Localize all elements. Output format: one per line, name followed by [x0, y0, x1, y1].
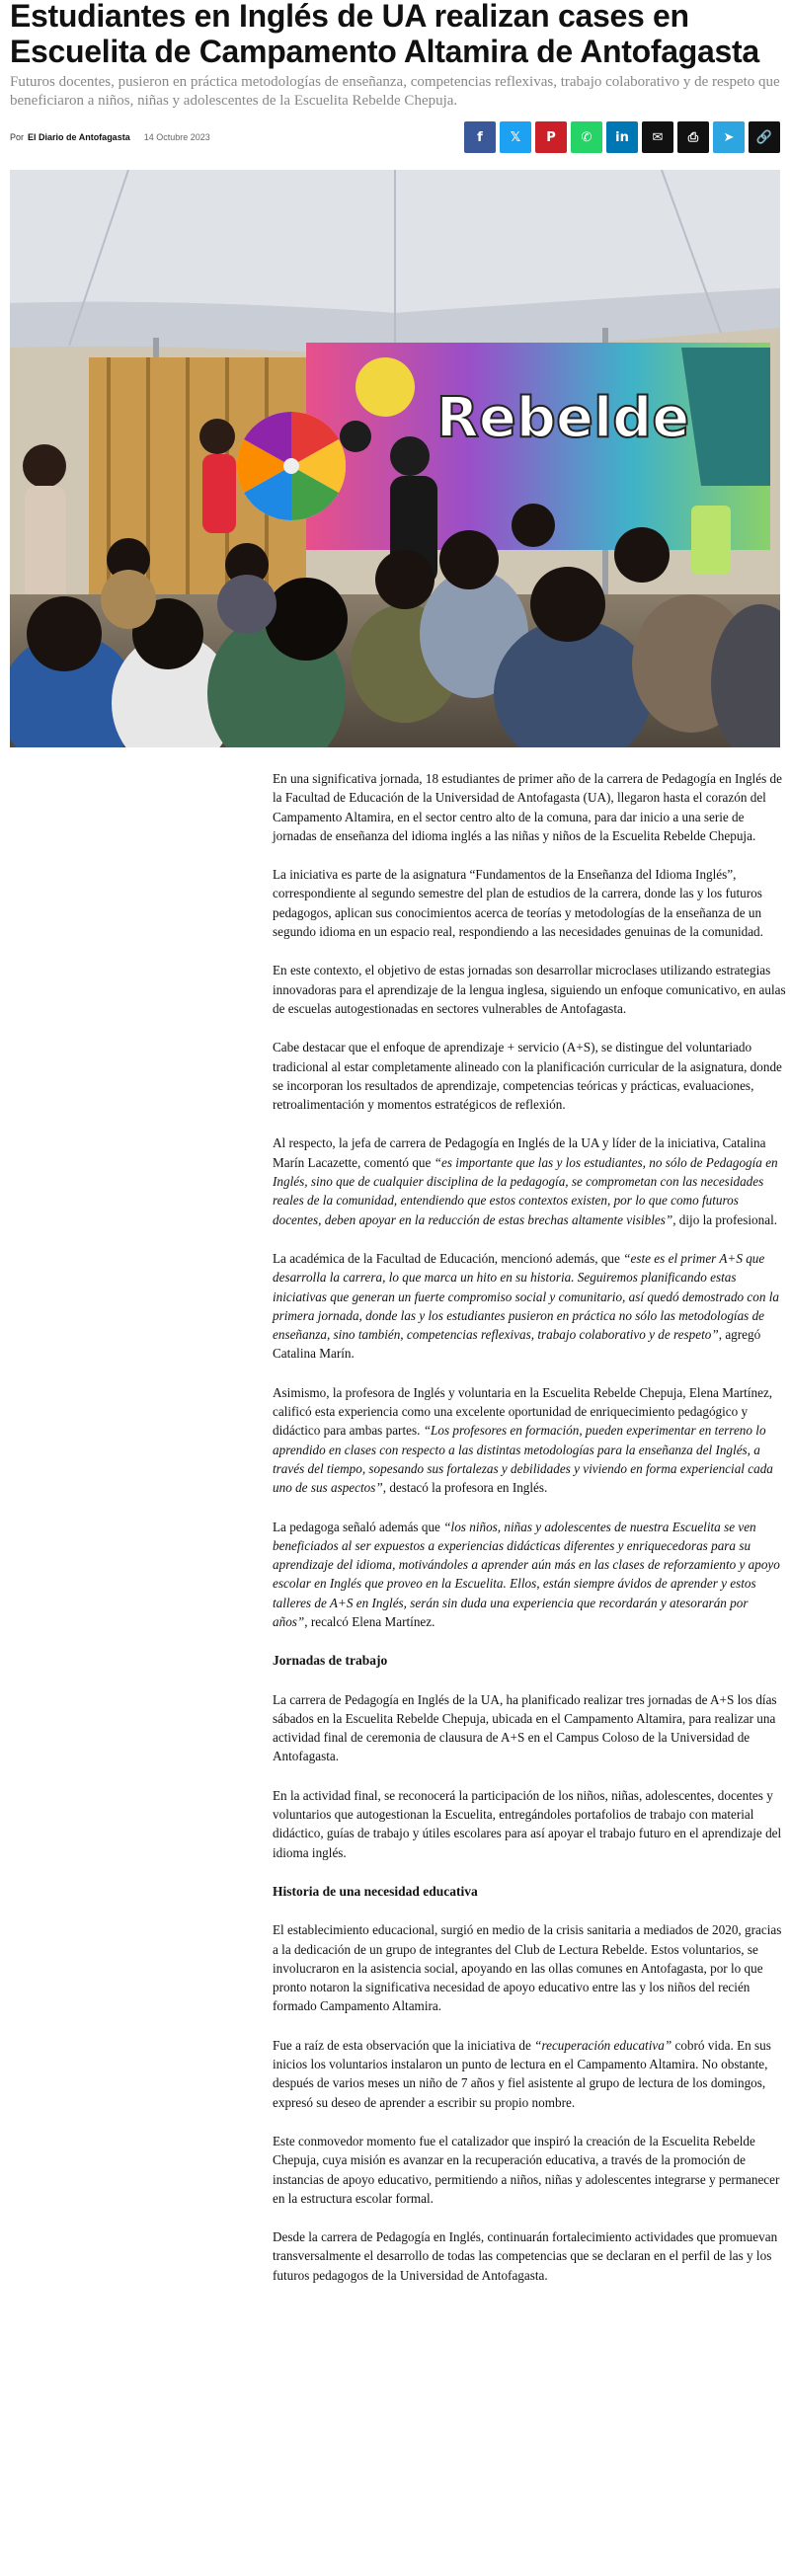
text-run: cobró vida. En sus inicios los voluntarios instalaron un punto de lectura en el Campamento Altamira. No obstante, después de varios meses un niño de 7 años y fiel asistente al grupo de lectura de los domingos, expresó su deseo de aprender a escribir su propio nombre.: [273, 2037, 771, 2110]
facebook-icon: f: [477, 129, 483, 145]
hero-photo-illustration: [10, 170, 780, 747]
print-share-button[interactable]: [677, 121, 709, 153]
whatsapp-share-button[interactable]: [571, 121, 602, 153]
paragraph-quote: [273, 1133, 786, 1228]
linkedin-share-button[interactable]: [606, 121, 638, 153]
facebook-share-button[interactable]: [464, 121, 496, 153]
pinterest-share-button[interactable]: [535, 121, 567, 153]
paragraph: La carrera de Pedagogía en Inglés de la UA, ha planificado realizar tres jornadas de A+S los días sábados en la Escuelita Rebelde Chepuja, ubicada en el Campamento Altamira, para realizar una actividad final de ceremonia de clausura de A+S en el Campus Coloso de la Universidad de Antofagasta.: [273, 1691, 777, 1764]
paragraph: La iniciativa es parte de la asignatura “Fundamentos de la Enseñanza del Idioma Inglés”, correspondiente al segundo semestre del plan de estudios de la carrera, donde las y los futuros pedagogos, aplican sus conocimientos acerca de teorías y metodologías de la enseñanza de un segundo idioma en un espacio real, respondiendo a las necesidades genuinas de la comunidad.: [273, 867, 763, 940]
article-subtitle: Futuros docentes, pusieron en práctica metodologías de enseñanza, competencias reflexivas, trabajo colaborativo y de respeto que beneficiaron a niños, niñas y adolescentes de la Escuelita Rebelde Chepuja.: [10, 74, 780, 109]
quote: “este es el primer A+S que desarrolla la carrera, lo que marca un hito en su historia. Seguiremos planificando estas iniciativas que generan un fuerte compromiso social y comunitario, así quedó demostrado con la primera jornada, donde las y los estudiantes pusieron en práctica no sólo las metodologías de enseñanza, sino también, competencias reflexivas, trabajo colaborativo y de respeto”: [273, 1250, 780, 1343]
meta-row: [10, 120, 780, 154]
copy-link-share-button[interactable]: [749, 121, 780, 153]
paragraph-quote: [273, 2036, 786, 2112]
article-body: [273, 769, 786, 2285]
text-run: Fue a raíz de esta observación que la iniciativa de: [273, 2037, 535, 2053]
quote: “es importante que las y los estudiantes, no sólo de Pedagogía en Inglés, sino que de cualquier disciplina de la pedagogía, se comprometan con las necesidades reales de la comunidad, entendiendo que estos contextos existen, por lo que como futuros docentes, deben apoyar en la reducción de estas brechas altamente visibles”: [273, 1154, 778, 1227]
quote: “los niños, niñas y adolescentes de nuestra Escuelita se ven beneficiados al ser expuestos a experiencias didácticas diferentes y enriquecedoras para su aprendizaje del idioma, motivándoles a aprender aún más en las clases de reforzamiento y apoyo escolar en Inglés que proveo en la Escuelita. Ellos, están siempre ávidos de aprender y estos talleres de A+S en Inglés, serán sin duda una experiencia que recordarán y atesorarán por años”: [273, 1519, 780, 1629]
copy-link-icon: 🔗: [755, 129, 773, 145]
text-run: La académica de la Facultad de Educación, mencionó además, que: [273, 1250, 624, 1266]
paragraph-quote: [273, 1383, 786, 1498]
text-run: Asimismo, la profesora de Inglés y voluntaria en la Escuelita Rebelde Chepuja, Elena Martínez, calificó esta experiencia como una excelente oportunidad de enriquecimiento pedagógico y didáctico para ambas partes.: [273, 1384, 773, 1439]
section-heading: Historia de una necesidad educativa: [273, 1883, 478, 1899]
text-run: La pedagoga señaló además que: [273, 1519, 444, 1534]
linkedin-icon: in: [615, 129, 629, 145]
text-run: , recalcó Elena Martínez.: [304, 1613, 435, 1629]
telegram-share-button[interactable]: [713, 121, 745, 153]
hero-image: [10, 170, 780, 747]
paragraph: En la actividad final, se reconocerá la participación de los niños, niñas, adolescentes, docentes y voluntarios que autogestionan la Escuelita, entregándoles portafolios de trabajo con material didáctico, guías de trabajo y útiles escolares para así apoyar el trabajo futuro en el aprendizaje del idioma inglés.: [273, 1787, 782, 1860]
quote: “recuperación educativa”: [534, 2037, 672, 2053]
x-icon: 𝕏: [510, 129, 521, 145]
prize-wheel: [237, 412, 346, 520]
paragraph: Cabe destacar que el enfoque de aprendizaje + servicio (A+S), se distingue del voluntariado tradicional al estar completamente alineado con la planificación curricular de la asignatura, donde se incorporan los resultados de aprendizaje, competencias teóricas y prácticas, evaluaciones, retroalimentación y momentos estratégicos de reflexión.: [273, 1040, 782, 1113]
article-title: Estudiantes en Inglés de UA realizan cases en Escuelita de Campamento Altamira de Antofagasta: [10, 0, 759, 69]
whatsapp-icon: ✆: [581, 129, 592, 145]
paragraph: En una significativa jornada, 18 estudiantes de primer año de la carrera de Pedagogía en Inglés de la Facultad de Educación de la Universidad de Antofagasta (UA), llegaron hasta el corazón del Campamento Altamira, en el sector centro alto de la comuna, para dar inicio a una serie de jornadas de enseñanza del idioma inglés a las niñas y niños de la Escuelita Rebelde Chepuja.: [273, 771, 782, 843]
share-buttons: [464, 121, 780, 153]
paragraph-quote: [273, 1249, 786, 1364]
text-run: , destacó la profesora en Inglés.: [382, 1480, 548, 1496]
text-run: , dijo la profesional.: [672, 1211, 778, 1227]
text-run: , agregó Catalina Marín.: [273, 1327, 761, 1362]
email-share-button[interactable]: [642, 121, 673, 153]
paragraph: Desde la carrera de Pedagogía en Inglés, continuarán fortalecimiento actividades que promuevan transversalmente el desarrollo de todas las competencias que se declaran en el perfil de las y los futuros pedagogos de la Universidad de Antofagasta.: [273, 2229, 778, 2283]
mural-text: Rebelde: [435, 386, 690, 450]
byline-prefix: Por: [10, 132, 25, 142]
paragraph: En este contexto, el objetivo de estas jornadas son desarrollar microclases utilizando estrategias innovadoras para el aprendizaje de la lengua inglesa, siguiendo un enfoque comunicativo, en aulas de escuelas autogestionadas en sectores vulnerables de Antofagasta.: [273, 963, 786, 1016]
paragraph: Este conmovedor momento fue el catalizador que inspiró la creación de la Escuelita Rebelde Chepuja, cuya misión es avanzar en la recuperación educativa, a través de la promoción de instancias de apoyo educativo, permitiendo a niños, niñas y adolescentes integrarse y permanecer en la estructura escolar formal.: [273, 2133, 780, 2206]
email-icon: ✉: [652, 129, 664, 145]
section-heading: Jornadas de trabajo: [273, 1653, 388, 1669]
telegram-icon: ➤: [723, 129, 735, 145]
x-share-button[interactable]: [500, 121, 531, 153]
print-icon: ⎙: [687, 129, 699, 145]
author-link[interactable]: El Diario de Antofagasta: [28, 132, 130, 142]
quote: “Los profesores en formación, pueden experimentar en terreno lo aprendido en clases con respecto a las distintas metodologías para la enseñanza del Inglés, a través del tiempo, sopesando sus fortalezas y debilidades y viviendo en forma experiencial cada uno de sus aspectos”: [273, 1423, 773, 1496]
publish-date: 14 Octubre 2023: [143, 132, 210, 142]
pinterest-icon: P: [546, 129, 556, 145]
paragraph: El establecimiento educacional, surgió en medio de la crisis sanitaria a mediados de 2020, gracias a la dedicación de un grupo de integrantes del Club de Lectura Rebelde. Estos voluntarios, se involucraron en la asistencia social, apoyando en las ollas comunes en Antofagasta, por lo que pronto notaron la significativa necesidad de apoyo educativo entre las y los niños del recién formado Campamento Altamira.: [273, 1922, 782, 2014]
paragraph-quote: [273, 1518, 786, 1632]
text-run: Al respecto, la jefa de carrera de Pedagogía en Inglés de la UA y líder de la iniciativa, Catalina Marín Lacazette, comentó que: [273, 1135, 766, 1170]
byline: [10, 132, 210, 142]
